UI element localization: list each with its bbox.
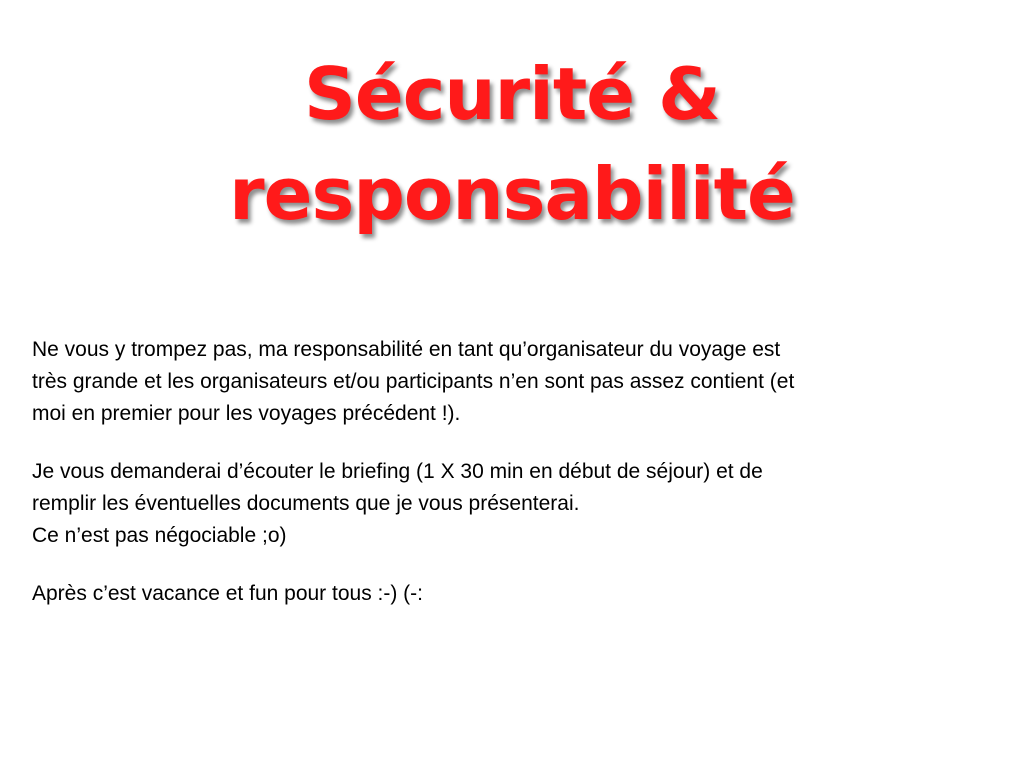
- paragraph-responsibility: Ne vous y trompez pas, ma responsabilité en tant qu’organisateur du voyage est très grande et les organisateurs et/ou participants n’en sont pas assez contient (et moi en premier pour les voyages précédent !).: [32, 338, 795, 425]
- paragraph-fun: Après c’est vacance et fun pour tous :-) (-:: [32, 582, 424, 605]
- paragraph-spacer: [32, 430, 992, 456]
- title-line-2: responsabilité: [229, 152, 795, 236]
- paragraph-spacer: [32, 552, 992, 578]
- paragraph-briefing: Je vous demanderai d’écouter le briefing (1 X 30 min en début de séjour) et de remplir les éventuelles documents que je vous présenterai. Ce n’est pas négociable ;o): [32, 460, 763, 547]
- slide-body: [32, 334, 992, 610]
- title-line-1: Sécurité &: [304, 52, 720, 136]
- slide-title: [0, 44, 1024, 244]
